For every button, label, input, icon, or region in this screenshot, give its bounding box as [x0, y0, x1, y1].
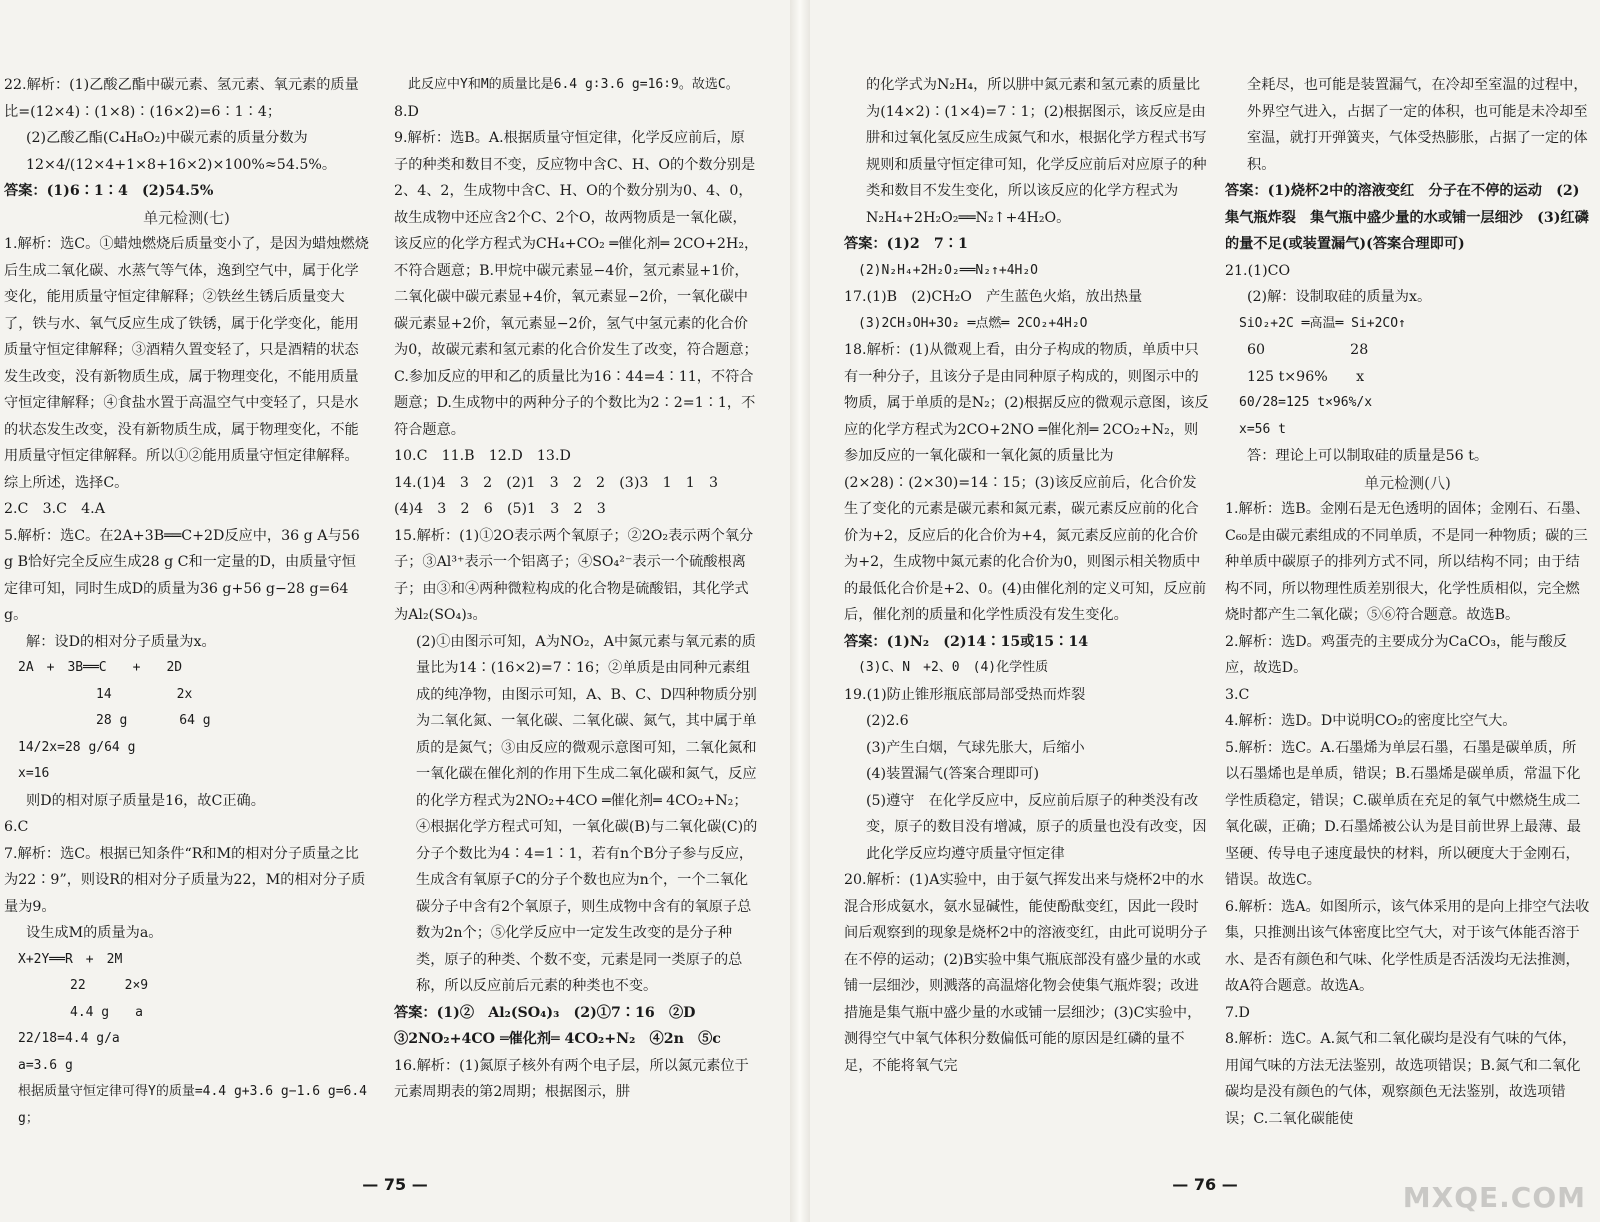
text-line: 19.(1)防止锥形瓶底部局部受热而炸裂 [844, 686, 1086, 703]
right-page-column-1 [844, 72, 1209, 1152]
text-line: 6.C [4, 819, 29, 835]
text-line: 18.解析：(1)从微观上看，由分子构成的物质，单质中只有一种分子，且该分子是由同种原子构成的，则图示中的物质，属于单质的是N₂；(2)根据反应的微观示意图，该反应的化学方程式为2CO+2NO ═催化剂═ 2CO₂+N₂，则参加反应的一氧化碳和一氧化氮的质量比为(2×28)∶(2×30)=14∶15；(3)该反应前后，化合价发生了变化的元素是碳元素和氮元素，碳元素反应前的化合价为+2，反应后的化合价为+4，氮元素反应前的化合价为+2，生成物中氮元素的化合价为0，则图示相关物质中的最低化合价是+2、0。(4)由催化剂的定义可知，反应前后，催化剂的质量和化学性质没有发生变化。 [844, 342, 1209, 623]
text-line: a=3.6 g [18, 1057, 73, 1073]
text-line: 60/28=125 t×96%/x [1239, 395, 1373, 410]
text-line: 15.解析：(1)①2O表示两个氧原子；②2O₂表示两个氧分子；③Al³⁺表示一个铝离子；④SO₄²⁻表示一个硫酸根离子；由③和④两种微粒构成的化合物是硫酸铝，其化学式为Al₂(SO₄)₃。 [394, 527, 754, 623]
text-line: x=16 [18, 766, 50, 781]
right-page [810, 0, 1600, 1222]
text-line: 答案：(1)6∶1∶4 (2)54.5% [4, 183, 214, 199]
text-line: 答案：(1)烧杯2中的溶液变红 分子在不停的运动 (2)集气瓶炸裂 集气瓶中盛少量的水或铺一层细沙 (3)红磷的量不足(或装置漏气)(答案合理即可) [1225, 183, 1589, 252]
text-line: 22 2×9 [18, 978, 149, 993]
text-line: 答：理论上可以制取硅的质量是56 t。 [1247, 448, 1489, 464]
text-line: 21.(1)CO [1225, 262, 1291, 279]
text-line: 全耗尽，也可能是装置漏气，在冷却至室温的过程中，外界空气进入，占据了一定的体积，也可能是未冷却至室温，就打开弹簧夹，气体受热膨胀，占据了一定的体积。 [1247, 77, 1588, 173]
text-line: (5)遵守 在化学反应中，反应前后原子的种类没有改变，原子的数目没有增减，原子的质量也没有改变，因此化学反应均遵守质量守恒定律 [866, 792, 1207, 862]
text-line: 8.解析：选C。A.氮气和二氧化碳均是没有气味的气体，用闻气味的方法无法鉴别，故选项错误；B.氮气和二氧化碳均是没有颜色的气体，观察颜色无法鉴别，故选项错误；C.二氧化碳能使 [1225, 1031, 1581, 1127]
text-line: (2)N₂H₄+2H₂O₂══N₂↑+4H₂O [858, 262, 1039, 278]
book-gutter [790, 0, 810, 1222]
text-line: 2.C 3.C 4.A [4, 501, 105, 517]
right-page-column-2 [1225, 72, 1590, 1152]
text-line: (3)C、N +2、0 (4)化学性质 [858, 660, 1049, 675]
text-line: 3.C [1225, 686, 1250, 703]
text-line: 设生成M的质量为a。 [26, 925, 163, 941]
text-line: (2)乙酸乙酯(C₄H₈O₂)中碳元素的质量分数为12×4/(12×4+1×8+16×2)×100%≈54.5%。 [26, 130, 337, 173]
text-line: 4.4 g a [18, 1004, 143, 1020]
text-line: 22.解析：(1)乙酸乙酯中碳元素、氢元素、氧元素的质量比=(12×4)∶(1×8)∶(16×2)=6∶1∶4； [4, 77, 359, 120]
text-line: (3)产生白烟，气球先胀大，后缩小 [866, 739, 1085, 756]
text-line: 14.(1)4 3 2 (2)1 3 2 2 (3)3 1 1 3 (4)4 3 2 6 (5)1 3 2 3 [394, 474, 733, 517]
text-line: 8.D [394, 103, 419, 120]
text-line: 9.解析：选B。A.根据质量守恒定律，化学反应前后，原子的种类和数目不变，反应物中含C、H、O的个数分别是2、4、2，生成物中含C、H、O的个数分别为0、4、0，故生成物中还应含2个C、2个O，故两物质是一氧化碳，该反应的化学方程式为CH₄+CO₂ ═催化剂═ 2CO+2H₂，不符合题意；B.甲烷中碳元素显−4价，氢元素显+1价，二氧化碳中碳元素显+4价，氧元素显−2价，一氧化碳中碳元素显+2价，氧元素显−2价，氢气中氢元素的化合价为0，故碳元素和氢元素的化合价发生了改变，符合题意；C.参加反应的甲和乙的质量比为16∶44=4∶11，不符合题意；D.生成物中的两种分子的个数比为2∶2=1∶1，不符合题意。 [394, 130, 759, 438]
text-line: 6.解析：选A。如图所示，该气体采用的是向上排空气法收集，只推测出该气体密度比空气大，对于该气体能否溶于水、是否有颜色和气味、化学性质是否活泼均无法推测，故A符合题意。故选A。 [1225, 898, 1590, 994]
text-line: 7.解析：选C。根据已知条件“R和M的相对分子质量之比为22∶9”，则设R的相对分子质量为22，M的相对分子质量为9。 [4, 845, 366, 915]
text-line: 答案：(1)② Al₂(SO₄)₃ (2)①7∶16 ②D ③2NO₂+4CO ═催化剂═ 4CO₂+N₂ ④2n ⑤c [394, 1004, 721, 1047]
text-line: (2)2.6 [866, 713, 909, 729]
text-line: 2.解析：选D。鸡蛋壳的主要成分为CaCO₃，能与酸反应，故选D。 [1225, 633, 1567, 676]
text-line: 根据质量守恒定律可得Y的质量=4.4 g+3.6 g−1.6 g=6.4 g； [18, 1084, 368, 1126]
left-page [0, 0, 790, 1222]
text-line: 1.解析：选B。金刚石是无色透明的固体；金刚石、石墨、C₆₀是由碳元素组成的不同单质，不是同一种物质；碳的三种单质中碳原子的排列方式不同，所以结构不同；由于结构不同，所以物理性质差别很大，化学性质相似，完全燃烧时都产生二氧化碳；⑤⑥符合题意。故选B。 [1225, 501, 1590, 623]
text-line: 答案：(1)2 7∶1 [844, 236, 968, 252]
text-line: 的化学式为N₂H₄，所以肼中氮元素和氢元素的质量比为(14×2)∶(1×4)=7∶1；(2)根据图示，该反应是由肼和过氧化氢反应生成氮气和水，根据化学方程式书写规则和质量守恒定律可知，化学反应前后对应原子的种类和数目不发生变化，所以该反应的化学方程式为N₂H₄+2H₂O₂══N₂↑+4H₂O。 [866, 77, 1207, 226]
text-line: 60 28 [1247, 342, 1369, 358]
text-line: 单元检测(七) [143, 208, 230, 227]
text-line: 5.解析：选C。A.石墨烯为单层石墨，石墨是碳单质，所以石墨烯也是单质，错误；B.石墨烯是碳单质，常温下化学性质稳定，错误；C.碳单质在充足的氧气中燃烧生成二氧化碳，正确；D.石墨烯被公认为是目前世界上最薄、最坚硬、传导电子速度最快的材料，所以硬度大于金刚石，错误。故选C。 [1225, 739, 1581, 888]
text-line: x=56 t [1239, 421, 1286, 437]
text-line: 14 2x [18, 686, 193, 702]
text-line: 单元检测(八) [1364, 473, 1451, 492]
text-line: 5.解析：选C。在2A+3B══C+2D反应中，36 g A与56 g B恰好完全反应生成28 g C和一定量的D，由质量守恒定律可知，同时生成D的质量为36 g+56 g−28 g=64 g。 [4, 527, 360, 623]
text-line: X+2Y══R + 2M [18, 951, 123, 967]
text-line: (4)装置漏气(答案合理即可) [866, 766, 1040, 782]
text-line: (3)2CH₃OH+3O₂ ═点燃═ 2CO₂+4H₂O [858, 315, 1088, 331]
left-page-column-1 [4, 72, 369, 1152]
text-line: 答案：(1)N₂ (2)14∶15或15∶14 [844, 633, 1089, 650]
text-line: 22/18=4.4 g/a [18, 1031, 120, 1046]
text-line: 125 t×96% x [1247, 368, 1365, 385]
text-line: 则D的相对原子质量是16，故C正确。 [26, 792, 265, 809]
page-number-75: — 75 — [362, 1175, 428, 1194]
text-line: 4.解析：选D。D中说明CO₂的密度比空气大。 [1225, 713, 1517, 729]
text-line: 此反应中Y和M的质量比是6.4 g∶3.6 g=16∶9。故选C。 [408, 77, 739, 92]
left-page-column-2 [394, 72, 759, 1152]
page-number-76: — 76 — [1172, 1175, 1238, 1194]
text-line: 16.解析：(1)氮原子核外有两个电子层，所以氮元素位于元素周期表的第2周期；根据图示，肼 [394, 1057, 749, 1100]
text-line: 解：设D的相对分子质量为x。 [26, 633, 216, 650]
text-line: 14/2x=28 g/64 g [18, 739, 136, 755]
text-line: 2A + 3B══C + 2D [18, 660, 183, 675]
text-line: 7.D [1225, 1004, 1250, 1021]
text-line: (2)①由图示可知，A为NO₂，A中氮元素与氧元素的质量比为14∶(16×2)=7∶16；②单质是由同种元素组成的纯净物，由图示可知，A、B、C、D四种物质分别为二氧化氮、一氧化碳、二氧化碳、氮气，其中属于单质的是氮气；③由反应的微观示意图可知，二氧化氮和一氧化碳在催化剂的作用下生成二氧化碳和氮气，反应的化学方程式为2NO₂+4CO ═催化剂═ 4CO₂+N₂；④根据化学方程式可知，一氧化碳(B)与二氧化碳(C)的分子个数比为4∶4=1∶1，若有n个B分子参与反应，生成含有氧原子C的分子个数也应为n个，一个二氧化碳分子中含有2个氧原子，则生成物中含有的氧原子总数为2n个；⑤化学反应中一定发生改变的是分子种类，原子的种类、个数不变，元素是同一类原子的总称，所以反应前后元素的种类也不变。 [416, 633, 758, 994]
text-line: 28 g 64 g [18, 713, 211, 728]
text-line: 20.解析：(1)A实验中，由于氨气挥发出来与烧杯2中的水混合形成氨水，氨水显碱性，能使酚酞变红，因此一段时间后观察到的现象是烧杯2中的溶液变红，由此可说明分子在不停的运动；(2)B实验中集气瓶底部没有盛少量的水或铺一层细沙，则溅落的高温熔化物会使集气瓶炸裂；改进措施是集气瓶中盛少量的水或铺一层细沙；(3)C实验中，测得空气中氧气体积分数偏低可能的原因是红磷的量不足，不能将氧气完 [844, 872, 1208, 1074]
text-line: 1.解析：选C。①蜡烛燃烧后质量变小了，是因为蜡烛燃烧后生成二氧化碳、水蒸气等气体，逸到空气中，属于化学变化，能用质量守恒定律解释；②铁丝生锈后质量变大了，铁与水、氧气反应生成了铁锈，属于化学变化，能用质量守恒定律解释；③酒精久置变轻了，只是酒精的状态发生改变，没有新物质生成，属于物理变化，不能用质量守恒定律解释；④食盐水置于高温空气中变轻了，只是水的状态发生改变，没有新物质生成，属于物理变化，不能用质量守恒定律解释。所以①②能用质量守恒定律解释。综上所述，选择C。 [4, 236, 369, 491]
text-line: 10.C 11.B 12.D 13.D [394, 448, 571, 464]
text-line: (2)解：设制取硅的质量为x。 [1247, 289, 1432, 305]
watermark-logo: MXQE.COM [1402, 1181, 1586, 1214]
text-line: 17.(1)B (2)CH₂O 产生蓝色火焰，放出热量 [844, 289, 1143, 305]
text-line: SiO₂+2C ═高温═ Si+2CO↑ [1239, 315, 1406, 331]
